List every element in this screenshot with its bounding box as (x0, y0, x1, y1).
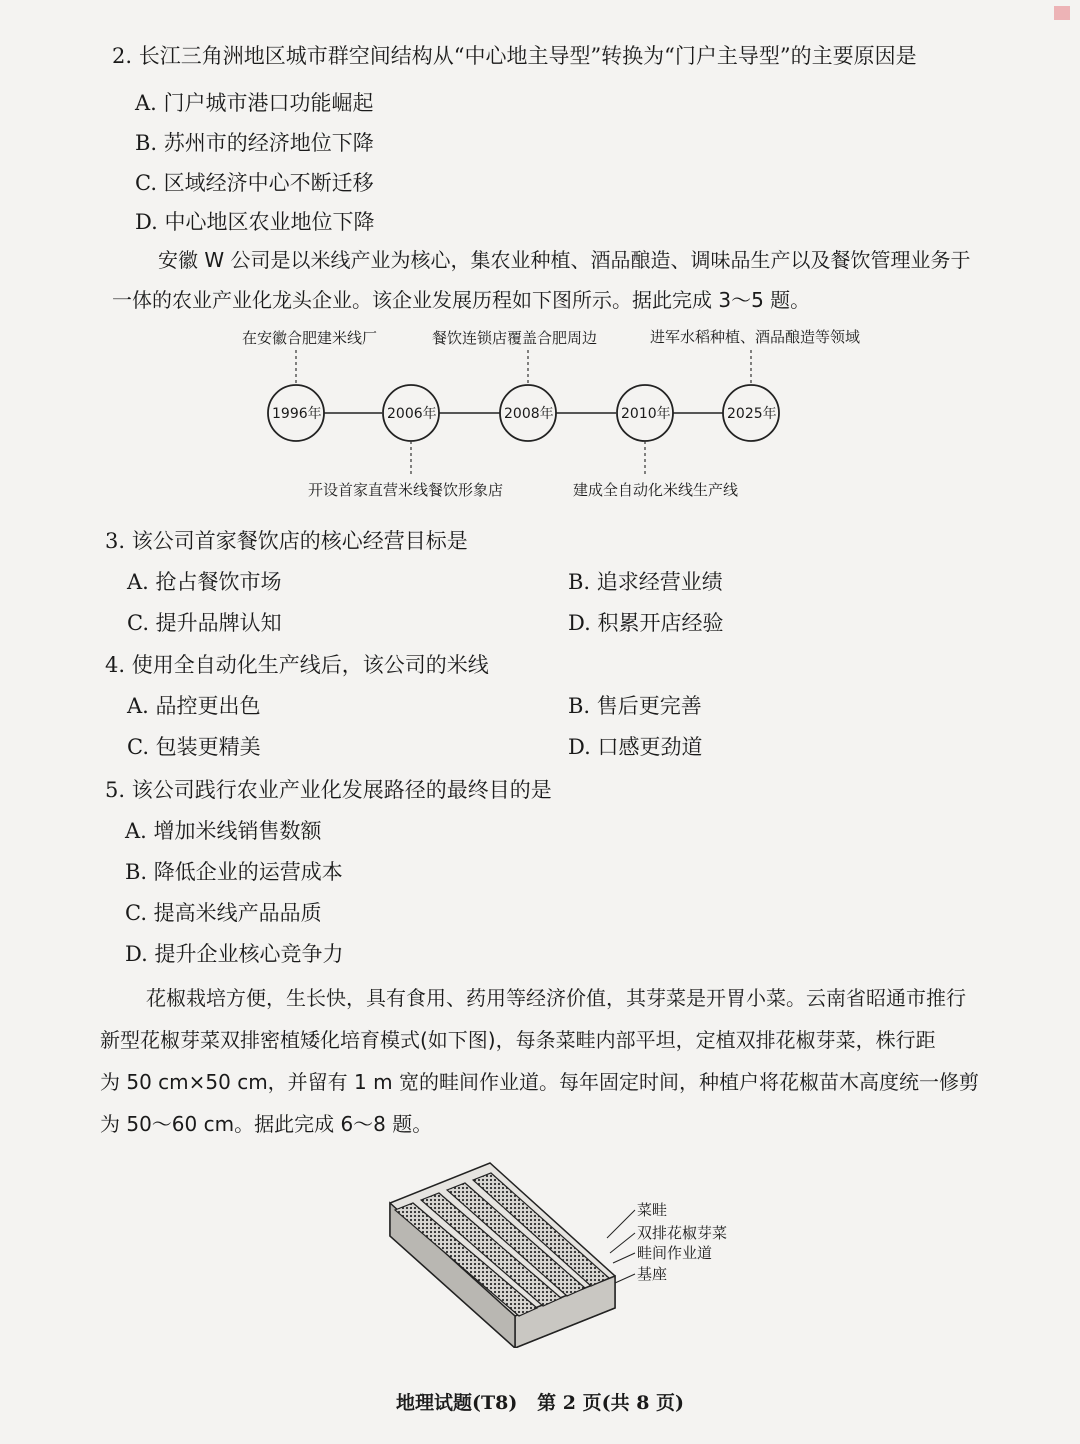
label-base: 基座 (637, 1265, 668, 1283)
corner-mark (1054, 6, 1070, 20)
q5-option-a: A. 增加米线销售数额 (125, 819, 322, 843)
pointer-line (613, 1253, 635, 1263)
passage-2-line: 为 50 cm×50 cm，并留有 1 m 宽的畦间作业道。每年固定时间，种植户将花椒苗木高度统一修剪 (100, 1070, 979, 1094)
q5-option-d: D. 提升企业核心竞争力 (125, 942, 344, 966)
passage-2-line: 为 50～60 cm。据此完成 6～8 题。 (100, 1112, 433, 1136)
passage-2-line: 花椒栽培方便，生长快，具有食用、药用等经济价值，其芽菜是开胃小菜。云南省昭通市推行 (146, 986, 966, 1010)
q5-option-b: B. 降低企业的运营成本 (125, 860, 343, 884)
q2-option-c: C. 区域经济中心不断迁移 (135, 171, 374, 195)
event-1996: 在安徽合肥建米线厂 (242, 329, 378, 347)
q3-option-b: B. 追求经营业绩 (568, 570, 723, 594)
event-2010: 建成全自动化米线生产线 (573, 481, 739, 499)
passage-1-line: 安徽 W 公司是以米线产业为核心，集农业种植、酒品酿造、调味品生产以及餐饮管理业务于 (158, 248, 971, 272)
event-2025: 进军水稻种植、酒品酿造等领域 (650, 328, 861, 346)
label-work-path: 畦间作业道 (637, 1244, 713, 1262)
q4-option-b: B. 售后更完善 (568, 694, 702, 718)
q2-option-b: B. 苏州市的经济地位下降 (135, 131, 374, 155)
q2-option-d: D. 中心地区农业地位下降 (135, 210, 375, 234)
pointer-line (610, 1233, 635, 1253)
q4-stem: 4. 使用全自动化生产线后，该公司的米线 (105, 653, 489, 677)
year-1996: 1996年 (272, 406, 322, 422)
passage-1 (112, 240, 971, 320)
passage-2-line: 新型花椒芽菜双排密植矮化培育模式(如下图)，每条菜畦内部平坦，定植双排花椒芽菜，株行距 (100, 1028, 936, 1052)
company-timeline (230, 322, 890, 512)
pointer-line (607, 1210, 635, 1238)
passage-2 (100, 977, 979, 1145)
label-double-row-sprouts: 双排花椒芽菜 (637, 1224, 728, 1242)
q3-option-a: A. 抢占餐饮市场 (127, 570, 282, 594)
label-bed: 菜畦 (637, 1201, 668, 1219)
q3-option-d: D. 积累开店经验 (568, 611, 724, 635)
year-2006: 2006年 (387, 406, 437, 422)
q3-option-c: C. 提升品牌认知 (127, 611, 282, 635)
q4-option-c: C. 包装更精美 (127, 735, 261, 759)
q5-option-c: C. 提高米线产品品质 (125, 901, 322, 925)
q3-stem: 3. 该公司首家餐饮店的核心经营目标是 (105, 529, 468, 553)
q2-option-a: A. 门户城市港口功能崛起 (135, 91, 374, 115)
page-footer: 地理试题(T8) 第 2 页(共 8 页) (395, 1392, 685, 1414)
pointer-line (615, 1274, 635, 1283)
q4-option-a: A. 品控更出色 (127, 694, 261, 718)
event-2008: 餐饮连锁店覆盖合肥周边 (432, 329, 598, 347)
event-2006: 开设首家直营米线餐饮形象店 (308, 481, 504, 499)
q2-stem: 2. 长江三角洲地区城市群空间结构从“中心地主导型”转换为“门户主导型”的主要原因是 (112, 44, 917, 68)
year-2025: 2025年 (727, 406, 777, 422)
year-2008: 2008年 (504, 406, 554, 422)
passage-1-line: 一体的农业产业化龙头企业。该企业发展历程如下图所示。据此完成 3～5 题。 (112, 288, 811, 312)
q5-stem: 5. 该公司践行农业产业化发展路径的最终目的是 (105, 778, 552, 802)
q4-option-d: D. 口感更劲道 (568, 735, 703, 759)
year-2010: 2010年 (621, 406, 671, 422)
planting-diagram (385, 1158, 765, 1348)
